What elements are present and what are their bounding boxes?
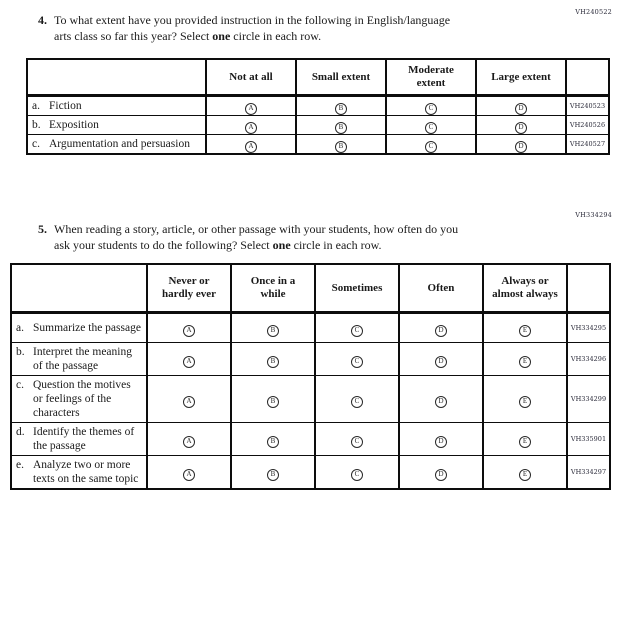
- q5-summarize-often-cell: [399, 313, 483, 343]
- row-accession-code: VH334295: [567, 313, 610, 343]
- q4-row-argumentation-label-cell: [27, 135, 206, 155]
- q5-motives-sometimes-cell: [315, 376, 399, 423]
- q5-motives-once-cell: [231, 376, 315, 423]
- question5-prompt-bold-one: one: [272, 237, 291, 252]
- q4-header-row: [27, 59, 609, 96]
- answer-bubble-d[interactable]: D: [435, 356, 447, 368]
- answer-bubble-a[interactable]: A: [183, 436, 195, 448]
- q4-exposition-large-extent-cell: [476, 116, 566, 135]
- answer-bubble-d[interactable]: D: [515, 122, 527, 134]
- answer-bubble-a[interactable]: A: [183, 325, 195, 337]
- q4-argumentation-moderate-extent-cell: [386, 135, 476, 155]
- row-accession-code: VH334297: [567, 456, 610, 490]
- q4-header-code-column: [566, 59, 609, 96]
- answer-bubble-d[interactable]: D: [435, 436, 447, 448]
- answer-bubble-b[interactable]: B: [267, 396, 279, 408]
- answer-bubble-e[interactable]: E: [519, 325, 531, 337]
- q5-motives-never-cell: [147, 376, 231, 423]
- question5-prompt: [54, 222, 559, 254]
- q4-row-fiction-label-cell: [27, 96, 206, 116]
- answer-bubble-c[interactable]: C: [351, 436, 363, 448]
- q5-themes-never-cell: [147, 423, 231, 456]
- q4-exposition-small-extent-cell: [296, 116, 386, 135]
- q4-fiction-not-at-all-cell: [206, 96, 296, 116]
- answer-bubble-d[interactable]: D: [435, 396, 447, 408]
- q4-exposition-not-at-all-cell: [206, 116, 296, 135]
- q4-argumentation-not-at-all-cell: [206, 135, 296, 155]
- question4-number: 4.: [38, 13, 47, 27]
- row-label: Question the motives or feelings of the characters: [33, 379, 131, 420]
- answer-bubble-c[interactable]: C: [351, 396, 363, 408]
- answer-bubble-a[interactable]: A: [183, 469, 195, 481]
- answer-bubble-d[interactable]: D: [435, 325, 447, 337]
- row-accession-code: VH335901: [567, 423, 610, 456]
- q4-exposition-moderate-extent-cell: [386, 116, 476, 135]
- answer-bubble-c[interactable]: C: [351, 469, 363, 481]
- row-accession-code: VH334296: [567, 343, 610, 376]
- q5-header-often: Often: [399, 264, 483, 313]
- question5-prompt-line1: When reading a story, article, or other passage with your students, how often do you: [54, 222, 459, 236]
- answer-bubble-c[interactable]: C: [425, 141, 437, 153]
- question5-prompt-line2-post: circle in each row.: [290, 237, 382, 252]
- q5-row-interpret-label-cell: [11, 343, 147, 376]
- q5-header-never: Never or hardly ever: [147, 264, 231, 313]
- question5-response-table: [10, 263, 611, 490]
- row-label: Identify the themes of the passage: [33, 426, 135, 453]
- row-accession-code: VH334299: [567, 376, 610, 423]
- q5-summarize-never-cell: [147, 313, 231, 343]
- answer-bubble-b[interactable]: B: [267, 436, 279, 448]
- q5-summarize-once-cell: [231, 313, 315, 343]
- question5-prompt-line2-pre: ask your students to do the following? Select: [54, 237, 273, 252]
- q5-analyze-always-cell: [483, 456, 567, 490]
- row-letter: a.: [16, 321, 24, 334]
- q5-themes-always-cell: [483, 423, 567, 456]
- q5-row-identify-themes-label-cell: [11, 423, 147, 456]
- row-label: Interpret the meaning of the passage: [33, 346, 132, 373]
- q5-themes-often-cell: [399, 423, 483, 456]
- q5-row-summarize: [11, 313, 610, 343]
- q5-motives-always-cell: [483, 376, 567, 423]
- q5-interpret-always-cell: [483, 343, 567, 376]
- q5-row-summarize-label-cell: [11, 313, 147, 343]
- q5-themes-once-cell: [231, 423, 315, 456]
- q4-fiction-large-extent-cell: [476, 96, 566, 116]
- q5-analyze-sometimes-cell: [315, 456, 399, 490]
- q5-header-code-column: [567, 264, 610, 313]
- answer-bubble-e[interactable]: E: [519, 469, 531, 481]
- q5-header-once-in-a-while: Once in a while: [231, 264, 315, 313]
- row-letter: b.: [16, 346, 25, 358]
- question4-accession-code: VH240522: [575, 8, 612, 16]
- answer-bubble-a[interactable]: A: [183, 356, 195, 368]
- q4-fiction-small-extent-cell: [296, 96, 386, 116]
- row-letter: b.: [32, 119, 41, 132]
- row-letter: a.: [32, 100, 40, 112]
- question5-number: 5.: [38, 222, 47, 236]
- row-letter: c.: [16, 379, 24, 392]
- answer-bubble-b[interactable]: B: [335, 103, 347, 115]
- answer-bubble-c[interactable]: C: [351, 325, 363, 337]
- answer-bubble-d[interactable]: D: [515, 141, 527, 153]
- row-label: Fiction: [49, 100, 82, 112]
- q5-row-analyze-texts-label-cell: [11, 456, 147, 490]
- q5-header-always: Always or almost always: [483, 264, 567, 313]
- answer-bubble-b[interactable]: B: [335, 141, 347, 153]
- row-accession-code: VH240523: [566, 96, 609, 116]
- question4-prompt-line2: [54, 29, 559, 45]
- question4-prompt: [54, 13, 559, 45]
- q4-header-not-at-all: Not at all: [206, 59, 296, 96]
- answer-bubble-d[interactable]: D: [515, 103, 527, 115]
- q4-row-exposition: [27, 116, 609, 135]
- question4-prompt-line2-pre: arts class so far this year? Select: [54, 28, 213, 43]
- answer-bubble-c[interactable]: C: [425, 122, 437, 134]
- q5-summarize-always-cell: [483, 313, 567, 343]
- q5-analyze-never-cell: [147, 456, 231, 490]
- q4-argumentation-small-extent-cell: [296, 135, 386, 155]
- answer-bubble-a[interactable]: A: [183, 396, 195, 408]
- question4-prompt-bold-one: one: [212, 28, 231, 43]
- q5-row-analyze-texts: [11, 456, 610, 490]
- q5-interpret-sometimes-cell: [315, 343, 399, 376]
- q5-row-question-motives-label-cell: [11, 376, 147, 423]
- question4-prompt-line2-post: circle in each row.: [230, 28, 322, 43]
- row-label: Summarize the passage: [33, 321, 141, 334]
- question5: [38, 222, 559, 254]
- answer-bubble-a[interactable]: A: [245, 103, 257, 115]
- row-letter: c.: [32, 138, 40, 151]
- answer-bubble-d[interactable]: D: [435, 469, 447, 481]
- q4-fiction-moderate-extent-cell: [386, 96, 476, 116]
- q4-header-moderate-extent: Moderate extent: [386, 59, 476, 96]
- q5-row-identify-themes: [11, 423, 610, 456]
- answer-bubble-a[interactable]: A: [245, 122, 257, 134]
- question5-prompt-line2: [54, 238, 559, 254]
- q4-argumentation-large-extent-cell: [476, 135, 566, 155]
- answer-bubble-c[interactable]: C: [425, 103, 437, 115]
- q5-interpret-once-cell: [231, 343, 315, 376]
- row-accession-code: VH240527: [566, 135, 609, 155]
- answer-bubble-b[interactable]: B: [267, 325, 279, 337]
- q5-header-sometimes: Sometimes: [315, 264, 399, 313]
- row-label: Exposition: [49, 119, 99, 132]
- answer-bubble-b[interactable]: B: [267, 469, 279, 481]
- q4-row-exposition-label-cell: [27, 116, 206, 135]
- q4-header-large-extent: Large extent: [476, 59, 566, 96]
- row-accession-code: VH240526: [566, 116, 609, 135]
- row-letter: d.: [16, 426, 25, 439]
- row-letter: e.: [16, 459, 24, 472]
- q5-summarize-sometimes-cell: [315, 313, 399, 343]
- q5-row-question-motives: [11, 376, 610, 423]
- q5-interpret-never-cell: [147, 343, 231, 376]
- answer-bubble-e[interactable]: E: [519, 356, 531, 368]
- q4-header-empty: [27, 59, 206, 96]
- q4-row-argumentation: [27, 135, 609, 155]
- answer-bubble-a[interactable]: A: [245, 141, 257, 153]
- answer-bubble-b[interactable]: B: [335, 122, 347, 134]
- q5-analyze-often-cell: [399, 456, 483, 490]
- q5-motives-often-cell: [399, 376, 483, 423]
- q5-themes-sometimes-cell: [315, 423, 399, 456]
- q5-header-empty: [11, 264, 147, 313]
- q5-analyze-once-cell: [231, 456, 315, 490]
- question4-response-table: [26, 58, 610, 155]
- q5-header-row: [11, 264, 610, 313]
- answer-bubble-b[interactable]: B: [267, 356, 279, 368]
- question5-accession-code: VH334294: [575, 211, 612, 219]
- q5-row-interpret: [11, 343, 610, 376]
- q4-header-small-extent: Small extent: [296, 59, 386, 96]
- question4: [38, 13, 559, 45]
- row-label: Analyze two or more texts on the same topic: [33, 459, 139, 486]
- row-label: Argumentation and persuasion: [49, 138, 190, 151]
- q5-interpret-often-cell: [399, 343, 483, 376]
- answer-bubble-e[interactable]: E: [519, 436, 531, 448]
- answer-bubble-c[interactable]: C: [351, 356, 363, 368]
- q4-row-fiction: [27, 96, 609, 116]
- question4-prompt-line1: To what extent have you provided instruction in the following in English/language: [54, 13, 451, 27]
- answer-bubble-e[interactable]: E: [519, 396, 531, 408]
